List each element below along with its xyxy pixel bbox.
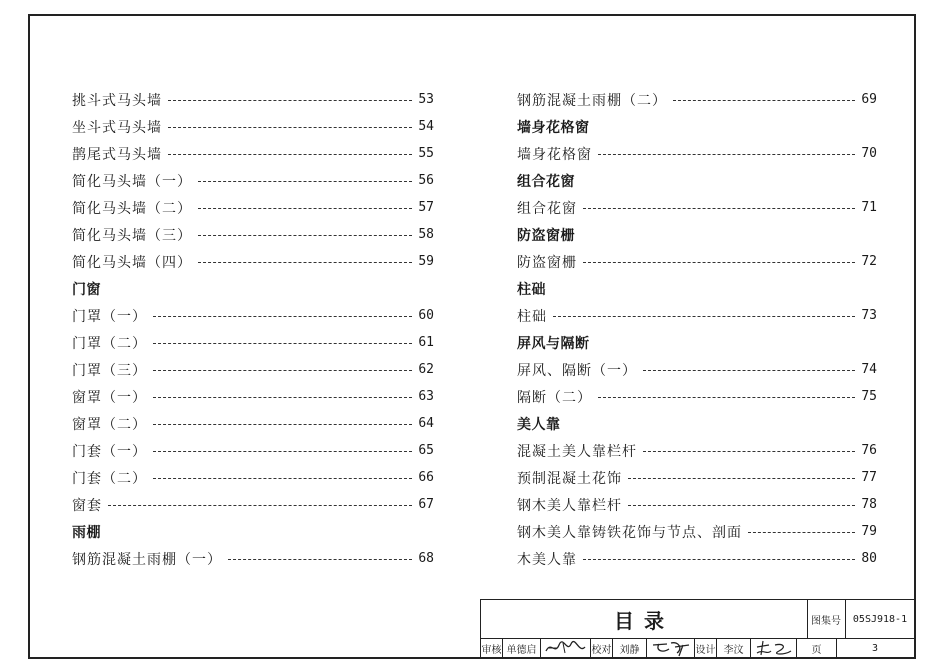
toc-page-number: 78 bbox=[861, 497, 877, 512]
toc-page-number: 75 bbox=[861, 389, 877, 404]
toc-page-number: 58 bbox=[418, 227, 434, 242]
toc-section-heading bbox=[517, 329, 877, 356]
dashed-leader bbox=[153, 370, 412, 371]
toc-entry bbox=[72, 491, 434, 518]
section-heading-text: 组合花窗 bbox=[517, 173, 575, 190]
toc-page-number: 71 bbox=[861, 200, 877, 215]
drawing-title: 目录 bbox=[481, 600, 808, 638]
dashed-leader bbox=[628, 505, 855, 506]
dashed-leader bbox=[168, 100, 412, 101]
dashed-leader bbox=[153, 343, 412, 344]
toc-entry bbox=[517, 356, 877, 383]
dashed-leader bbox=[583, 208, 855, 209]
toc-entry bbox=[72, 464, 434, 491]
toc-page-number: 72 bbox=[861, 254, 877, 269]
section-heading-text: 柱础 bbox=[517, 281, 546, 298]
toc-entry bbox=[72, 545, 434, 572]
toc-page-number: 66 bbox=[418, 470, 434, 485]
dashed-leader bbox=[198, 181, 412, 182]
dashed-leader bbox=[153, 478, 412, 479]
toc-section-heading bbox=[517, 275, 877, 302]
toc-page-number: 80 bbox=[861, 551, 877, 566]
check-label: 校对 bbox=[591, 638, 613, 658]
toc-entry-label: 窗罩（二） bbox=[72, 416, 147, 433]
dashed-leader bbox=[153, 397, 412, 398]
dashed-leader bbox=[153, 316, 412, 317]
toc-page-number: 65 bbox=[418, 443, 434, 458]
toc-entry-label: 钢木美人靠铸铁花饰与节点、剖面 bbox=[517, 524, 742, 541]
toc-page-number: 76 bbox=[861, 443, 877, 458]
toc-page-number: 69 bbox=[861, 92, 877, 107]
toc-entry-label: 窗罩（一） bbox=[72, 389, 147, 406]
toc-entry bbox=[72, 356, 434, 383]
dashed-leader bbox=[583, 262, 855, 263]
toc-entry-label: 组合花窗 bbox=[517, 200, 577, 217]
toc-entry bbox=[72, 167, 434, 194]
toc-entry bbox=[72, 140, 434, 167]
reviewer-signature bbox=[541, 638, 591, 658]
toc-page-number: 54 bbox=[418, 119, 434, 134]
toc-entry-label: 钢筋混凝土雨棚（一） bbox=[72, 551, 222, 568]
dashed-leader bbox=[553, 316, 855, 317]
toc-entry bbox=[517, 248, 877, 275]
toc-page-number: 73 bbox=[861, 308, 877, 323]
toc-page-number: 57 bbox=[418, 200, 434, 215]
toc-section-heading bbox=[72, 275, 434, 302]
signature-scribble-icon bbox=[649, 639, 693, 657]
toc-entry-label: 门套（一） bbox=[72, 443, 147, 460]
toc-entry-label: 简化马头墙（三） bbox=[72, 227, 192, 244]
toc-section-heading bbox=[517, 113, 877, 140]
toc-entry-label: 门套（二） bbox=[72, 470, 147, 487]
toc-entry bbox=[72, 437, 434, 464]
design-label: 设计 bbox=[695, 638, 717, 658]
toc-entry bbox=[517, 86, 877, 113]
dashed-leader bbox=[643, 370, 855, 371]
toc-page-number: 53 bbox=[418, 92, 434, 107]
reviewer-name: 单德启 bbox=[503, 638, 541, 658]
toc-entry bbox=[72, 383, 434, 410]
atlas-label: 图集号 bbox=[807, 600, 846, 638]
dashed-leader bbox=[108, 505, 412, 506]
toc-page-number: 55 bbox=[418, 146, 434, 161]
toc-entry-label: 混凝土美人靠栏杆 bbox=[517, 443, 637, 460]
section-heading-text: 防盗窗栅 bbox=[517, 227, 575, 244]
toc-left-column bbox=[72, 86, 434, 572]
dashed-leader bbox=[583, 559, 855, 560]
page-label: 页 bbox=[797, 638, 837, 658]
toc-entry bbox=[517, 518, 877, 545]
toc-page-number: 56 bbox=[418, 173, 434, 188]
toc-entry-label: 鹊尾式马头墙 bbox=[72, 146, 162, 163]
signature-scribble-icon bbox=[753, 639, 795, 657]
toc-section-heading bbox=[517, 410, 877, 437]
section-heading-text: 墙身花格窗 bbox=[517, 119, 590, 136]
toc-entry-label: 坐斗式马头墙 bbox=[72, 119, 162, 136]
toc-entry-label: 挑斗式马头墙 bbox=[72, 92, 162, 109]
page-number: 3 bbox=[871, 642, 879, 654]
toc-page-number: 67 bbox=[418, 497, 434, 512]
toc-entry bbox=[72, 221, 434, 248]
toc-page-number: 74 bbox=[861, 362, 877, 377]
dashed-leader bbox=[598, 397, 855, 398]
toc-entry bbox=[72, 302, 434, 329]
dashed-leader bbox=[198, 208, 412, 209]
dashed-leader bbox=[748, 532, 855, 533]
toc-entry-label: 简化马头墙（一） bbox=[72, 173, 192, 190]
toc-page-number: 79 bbox=[861, 524, 877, 539]
toc-section-heading bbox=[517, 167, 877, 194]
dashed-leader bbox=[228, 559, 412, 560]
toc-section-heading bbox=[72, 518, 434, 545]
toc-page-number: 62 bbox=[418, 362, 434, 377]
checker-signature bbox=[647, 638, 695, 658]
toc-entry bbox=[517, 464, 877, 491]
toc-entry bbox=[72, 410, 434, 437]
dashed-leader bbox=[168, 127, 412, 128]
toc-entry bbox=[517, 437, 877, 464]
toc-page-number: 68 bbox=[418, 551, 434, 566]
dashed-leader bbox=[198, 235, 412, 236]
review-label: 审核 bbox=[481, 638, 503, 658]
toc-page-number: 63 bbox=[418, 389, 434, 404]
toc-entry-label: 隔断（二） bbox=[517, 389, 592, 406]
toc-page-number: 59 bbox=[418, 254, 434, 269]
toc-page-number: 77 bbox=[861, 470, 877, 485]
toc-entry-label: 钢筋混凝土雨棚（二） bbox=[517, 92, 667, 109]
toc-entry bbox=[72, 86, 434, 113]
toc-entry-label: 防盗窗栅 bbox=[517, 254, 577, 271]
toc-entry-label: 柱础 bbox=[517, 308, 547, 325]
toc-entry bbox=[517, 491, 877, 518]
section-heading-text: 雨棚 bbox=[72, 524, 101, 541]
toc-page-number: 61 bbox=[418, 335, 434, 350]
toc-entry-label: 屏风、隔断（一） bbox=[517, 362, 637, 379]
designer-signature bbox=[751, 638, 797, 658]
toc-entry-label: 简化马头墙（四） bbox=[72, 254, 192, 271]
toc-entry-label: 木美人靠 bbox=[517, 551, 577, 568]
dashed-leader bbox=[198, 262, 412, 263]
toc-entry bbox=[72, 248, 434, 275]
toc-page-number: 64 bbox=[418, 416, 434, 431]
section-heading-text: 门窗 bbox=[72, 281, 101, 298]
toc-entry bbox=[517, 383, 877, 410]
toc-entry-label: 门罩（一） bbox=[72, 308, 147, 325]
toc-entry-label: 钢木美人靠栏杆 bbox=[517, 497, 622, 514]
section-heading-text: 屏风与隔断 bbox=[517, 335, 590, 352]
toc-entry bbox=[72, 329, 434, 356]
dashed-leader bbox=[628, 478, 855, 479]
toc-page-number: 70 bbox=[861, 146, 877, 161]
designer-name: 李汶 bbox=[717, 638, 751, 658]
toc-entry-label: 预制混凝土花饰 bbox=[517, 470, 622, 487]
dashed-leader bbox=[153, 451, 412, 452]
title-block bbox=[480, 599, 914, 657]
dashed-leader bbox=[598, 154, 855, 155]
dashed-leader bbox=[168, 154, 412, 155]
toc-entry bbox=[517, 545, 877, 572]
toc-entry-label: 门罩（二） bbox=[72, 335, 147, 352]
checker-name: 刘静 bbox=[613, 638, 647, 658]
dashed-leader bbox=[673, 100, 855, 101]
toc-entry bbox=[72, 113, 434, 140]
toc-section-heading bbox=[517, 221, 877, 248]
toc-entry-label: 窗套 bbox=[72, 497, 102, 514]
toc-entry-label: 墙身花格窗 bbox=[517, 146, 592, 163]
toc-entry-label: 简化马头墙（二） bbox=[72, 200, 192, 217]
toc-entry-label: 门罩（三） bbox=[72, 362, 147, 379]
section-heading-text: 美人靠 bbox=[517, 416, 561, 433]
toc-page-number: 60 bbox=[418, 308, 434, 323]
toc-entry bbox=[517, 302, 877, 329]
toc-entry bbox=[72, 194, 434, 221]
dashed-leader bbox=[643, 451, 855, 452]
toc-entry bbox=[517, 194, 877, 221]
signature-scribble-icon bbox=[543, 639, 589, 657]
toc-right-column bbox=[517, 86, 877, 572]
toc-entry bbox=[517, 140, 877, 167]
atlas-number: 05SJ918-1 bbox=[852, 613, 908, 625]
dashed-leader bbox=[153, 424, 412, 425]
